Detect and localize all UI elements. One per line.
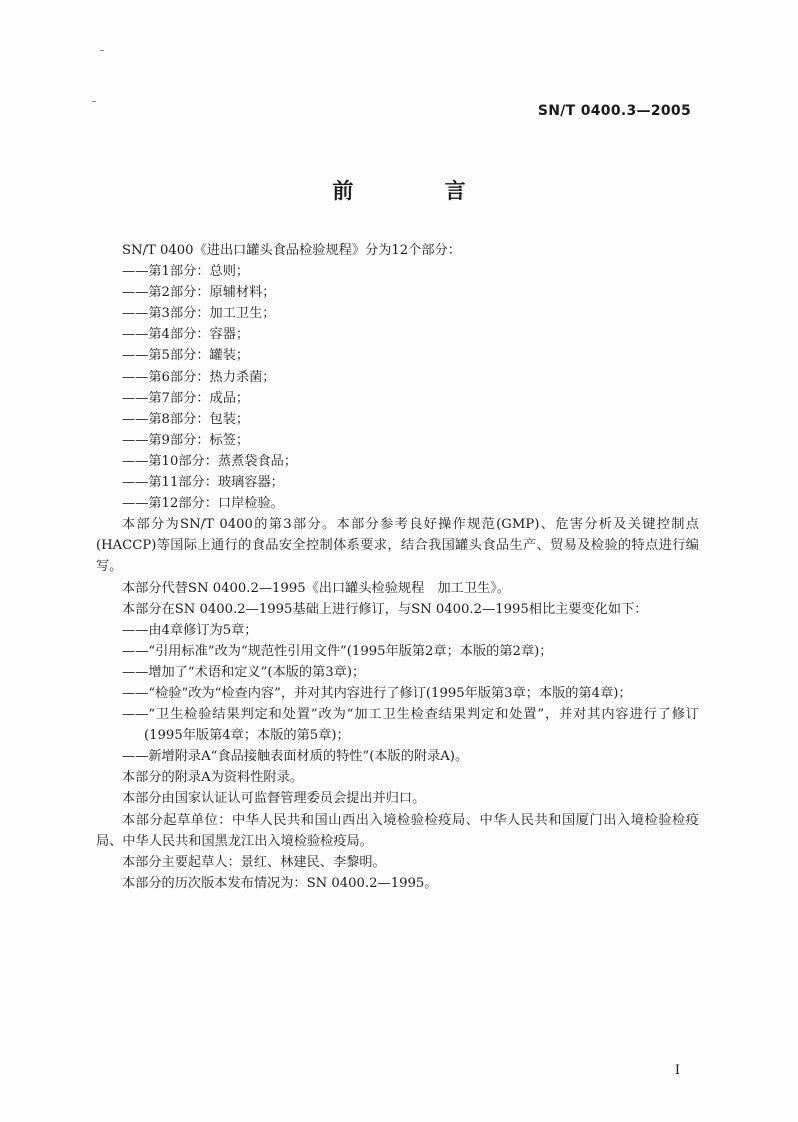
paragraph: 本部分的附录A为资料性附录。 <box>122 770 303 786</box>
list-item: ——由4章修订为5章； <box>122 622 258 638</box>
list-item: ——第12部分：口岸检验。 <box>122 496 284 512</box>
paragraph: 本部分由国家认证认可监督管理委员会提出并归口。 <box>122 791 426 807</box>
paragraph: SN/T 0400《进出口罐头食品检验规程》分为12个部分： <box>122 243 461 258</box>
list-item: ——第1部分：总则； <box>122 264 250 280</box>
list-item: ——增加了“术语和定义”(本版的第3章)； <box>122 664 366 680</box>
list-item: ——“检验”改为“检查内容”，并对其内容进行了修订(1995年版第3章；本版的第4章)； <box>122 685 632 701</box>
list-item: ——“卫生检验结果判定和处置”改为“加工卫生检查结果判定和处置”，并对其内容进行了修订(1995年版第4章；本版的第5章)； <box>122 707 699 744</box>
page-title: 前 言 <box>332 179 508 203</box>
list-item: ——第2部分：原辅材料； <box>122 285 276 301</box>
paragraph: 本部分代替SN 0400.2—1995《出口罐头检验规程 加工卫生》。 <box>122 580 510 596</box>
paragraph: 本部分起草单位：中华人民共和国山西出入境检验检疫局、中华人民共和国厦门出入境检验检疫局、中华人民共和国黑龙江出入境检验检疫局。 <box>96 812 699 849</box>
list-item: ——第10部分：蒸煮袋食品； <box>122 453 298 469</box>
paragraph: 本部分在SN 0400.2—1995基础上进行修订，与SN 0400.2—1995相比主要变化如下： <box>122 601 648 617</box>
list-item: ——第8部分：包装； <box>122 411 250 427</box>
list-item: ——第5部分：罐装； <box>122 348 250 364</box>
paragraph: 本部分的历次版本发布情况为：SN 0400.2—1995。 <box>122 875 438 891</box>
paragraph: 本部分为SN/T 0400的第3部分。本部分参考良好操作规范(GMP)、危害分析及关键控制点(HACCP)等国际上通行的食品安全控制体系要求，结合我国罐头食品生产、贸易及检验的特点进行编写。 <box>96 517 699 575</box>
list-item: ——第3部分：加工卫生； <box>122 306 276 322</box>
standard-code: SN/T 0400.3—2005 <box>537 103 691 119</box>
paragraph: 本部分主要起草人：景红、林建民、李黎明。 <box>122 854 386 870</box>
scan-mark <box>92 101 96 102</box>
list-item: ——第6部分：热力杀菌； <box>122 369 276 385</box>
list-item: ——“引用标准”改为“规范性引用文件”(1995年版第2章；本版的第2章)； <box>122 643 553 659</box>
list-item: ——第4部分：容器； <box>122 327 250 343</box>
list-item: ——第9部分：标签； <box>122 432 250 448</box>
scan-mark <box>100 50 104 51</box>
list-item: ——新增附录A“食品接触表面材质的特性”(本版的附录A)。 <box>122 749 469 765</box>
page-number: I <box>674 1063 680 1078</box>
list-item: ——第7部分：成品； <box>122 390 250 406</box>
foreword-body <box>96 240 699 894</box>
list-item: ——第11部分：玻璃容器； <box>122 475 284 491</box>
